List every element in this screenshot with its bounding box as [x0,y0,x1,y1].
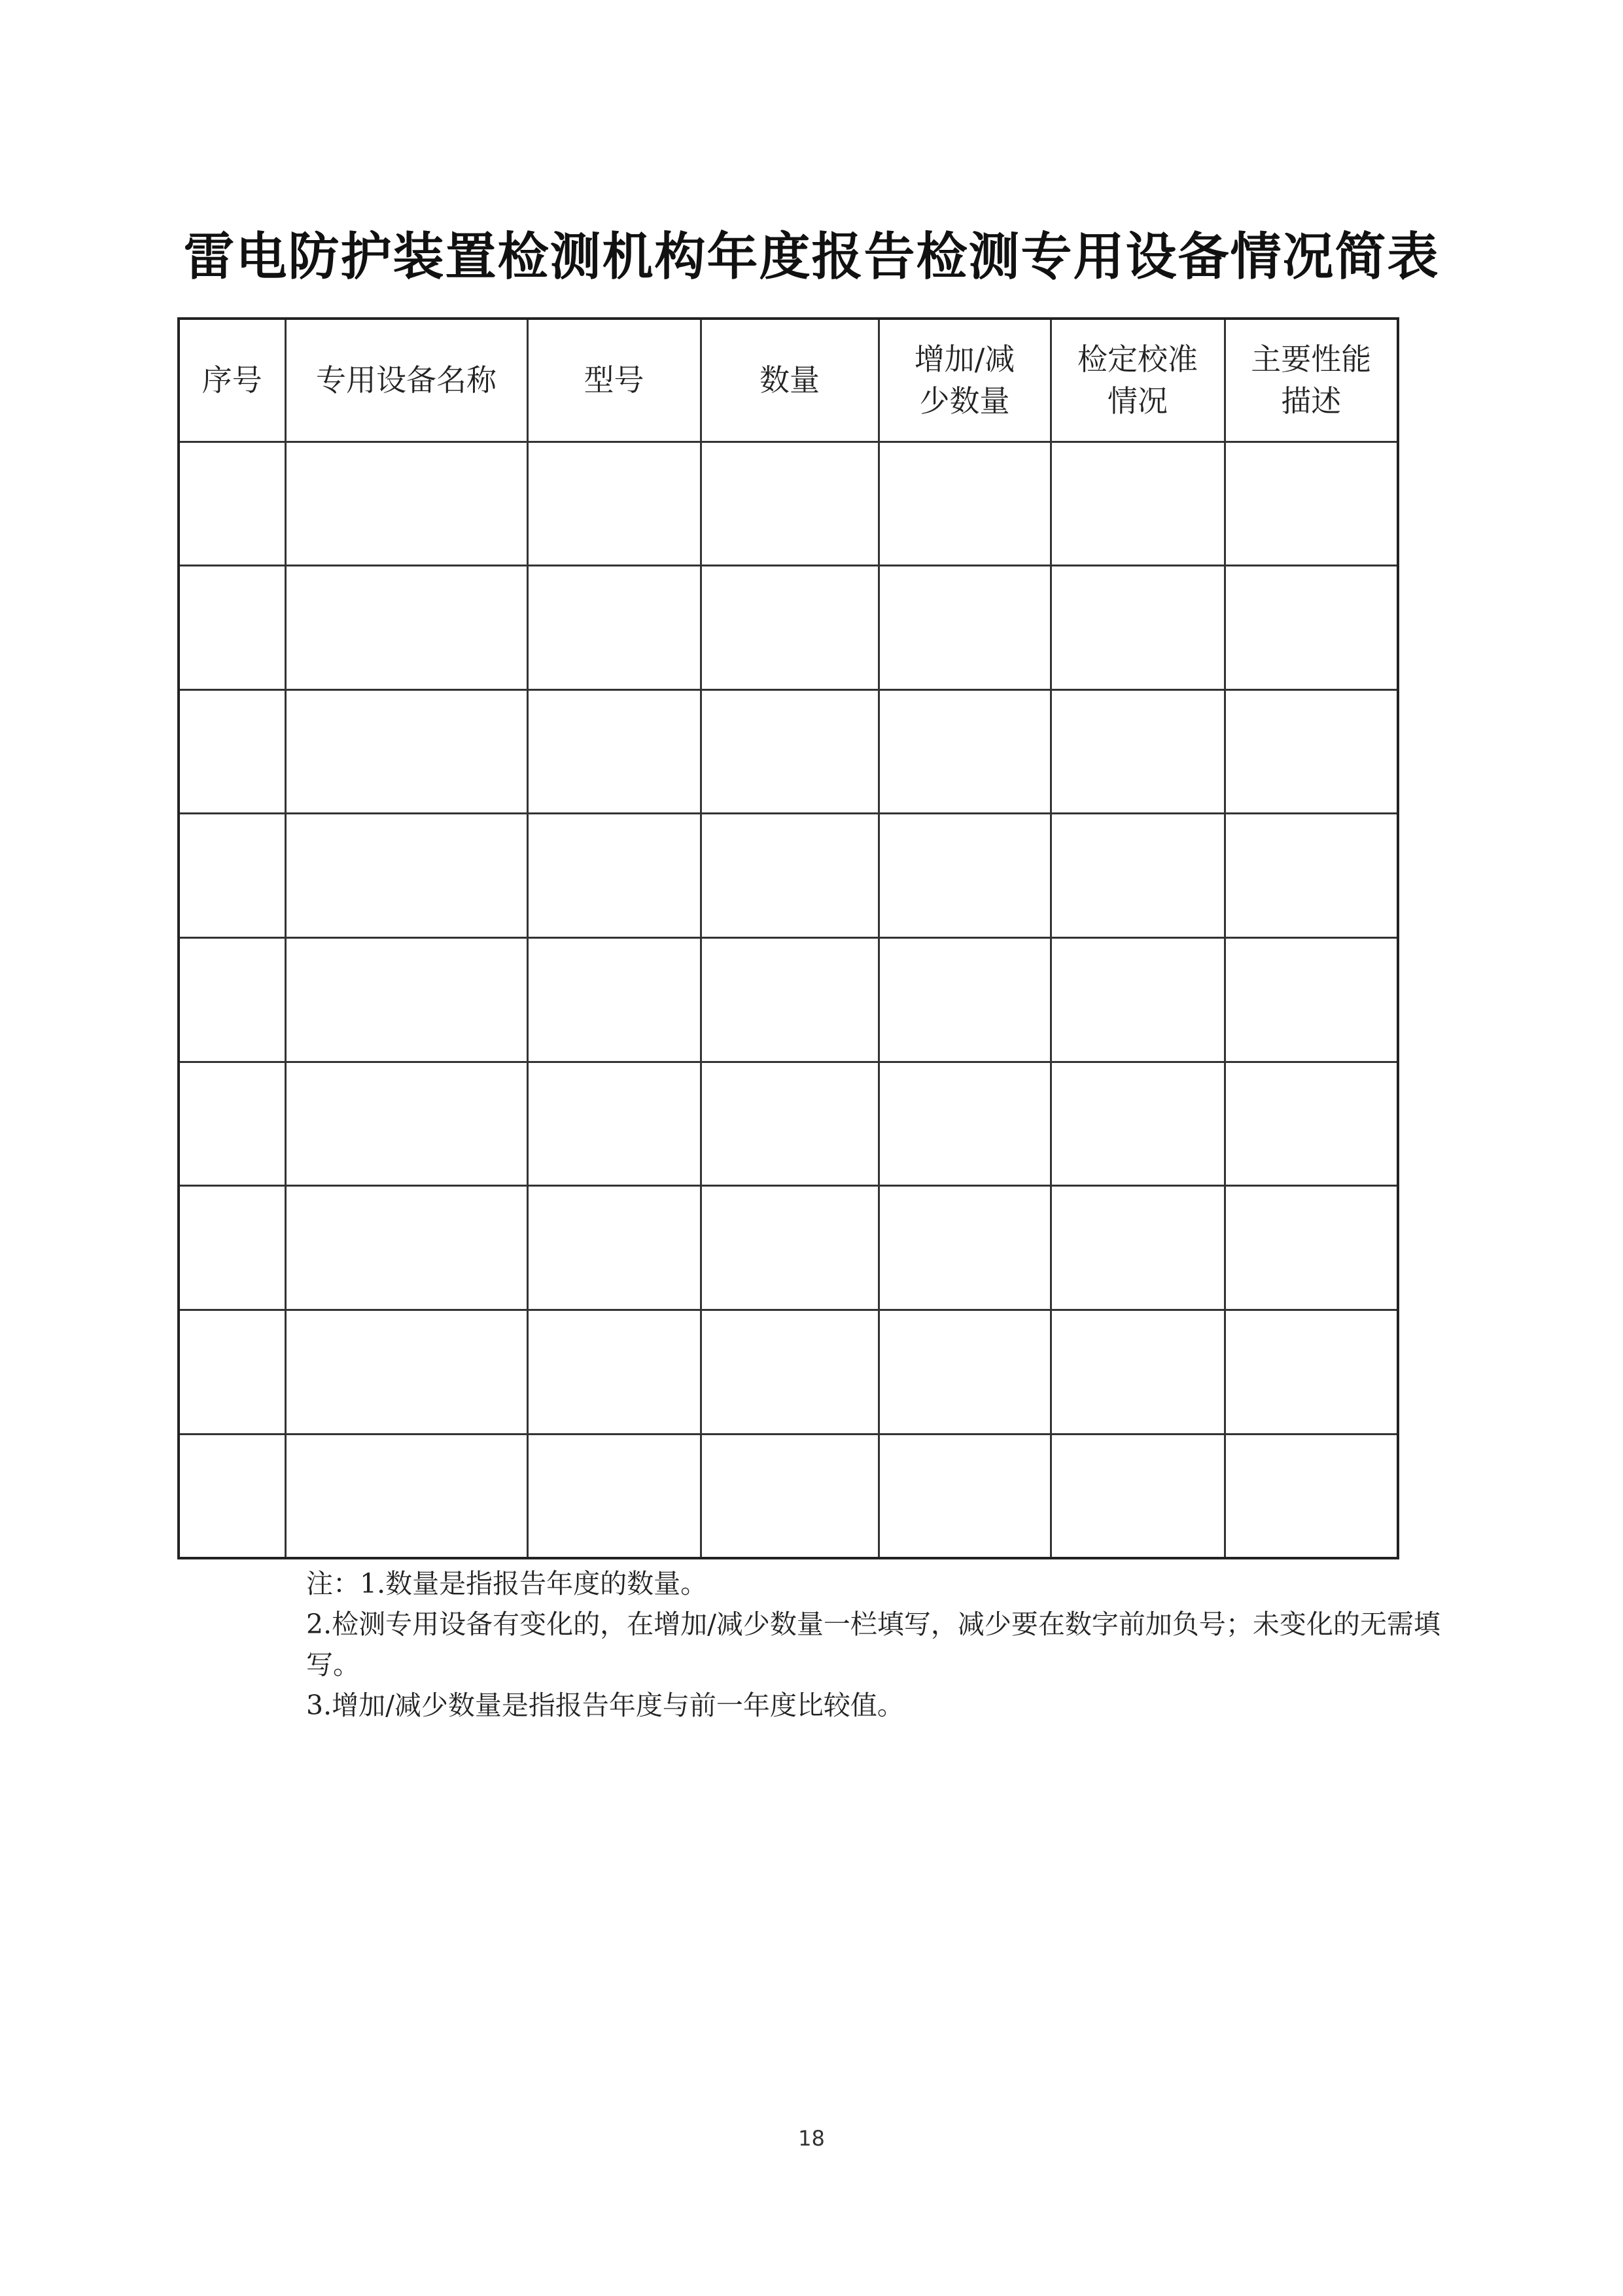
table-cell[interactable] [701,1310,879,1435]
table-cell[interactable] [285,1062,527,1186]
table-cell[interactable] [1051,814,1225,938]
note-item: 2.检测专用设备有变化的，在增加/减少数量一栏填写，减少要在数字前加负号；未变化的无需填写。 [306,1609,1440,1680]
table-cell[interactable] [1225,442,1398,566]
table-cell[interactable] [1051,1310,1225,1435]
table-row [179,1186,1398,1310]
table-cell[interactable] [701,1434,879,1558]
table-cell[interactable] [1051,938,1225,1062]
table-cell[interactable] [701,814,879,938]
table-cell[interactable] [527,1310,701,1435]
table-cell[interactable] [179,566,285,690]
note-item: 3.增加/减少数量是指报告年度与前一年度比较值。 [306,1690,904,1721]
table-cell[interactable] [285,689,527,814]
table-row [179,814,1398,938]
table-cell[interactable] [1225,1186,1398,1310]
table-cell[interactable] [879,689,1051,814]
table-cell[interactable] [179,1186,285,1310]
header-calibration-status: 检定校准 情况 [1051,319,1225,442]
table-cell[interactable] [285,1310,527,1435]
header-equipment-name: 专用设备名称 [285,319,527,442]
table-cell[interactable] [527,1062,701,1186]
table-cell[interactable] [1225,689,1398,814]
table-cell[interactable] [701,938,879,1062]
table-row [179,689,1398,814]
table-cell[interactable] [1225,1062,1398,1186]
header-model: 型号 [527,319,701,442]
table-cell[interactable] [701,1062,879,1186]
table-cell[interactable] [285,566,527,690]
table-cell[interactable] [1051,1186,1225,1310]
document-title: 雷电防护装置检测机构年度报告检测专用设备情况简表 [183,227,1440,287]
table-cell[interactable] [179,1434,285,1558]
header-quantity: 数量 [701,319,879,442]
table-cell[interactable] [527,1434,701,1558]
table-cell[interactable] [701,689,879,814]
table-cell[interactable] [879,1310,1051,1435]
table-row [179,938,1398,1062]
table-cell[interactable] [879,814,1051,938]
table-cell[interactable] [527,814,701,938]
table-cell[interactable] [527,938,701,1062]
table-row [179,566,1398,690]
header-quantity-change: 增加/减 少数量 [879,319,1051,442]
page-number: 18 [798,2126,825,2151]
equipment-table [177,317,1399,1559]
table-cell[interactable] [285,814,527,938]
table-cell[interactable] [285,1434,527,1558]
table-cell[interactable] [285,1186,527,1310]
table-cell[interactable] [701,566,879,690]
table-cell[interactable] [1051,442,1225,566]
table-cell[interactable] [179,938,285,1062]
table-row [179,442,1398,566]
table-cell[interactable] [1225,566,1398,690]
table-cell[interactable] [1051,566,1225,690]
table-cell[interactable] [179,689,285,814]
table-cell[interactable] [285,938,527,1062]
table-cell[interactable] [1051,689,1225,814]
table-cell[interactable] [879,938,1051,1062]
table-cell[interactable] [1225,1434,1398,1558]
table-cell[interactable] [179,1310,285,1435]
table-cell[interactable] [179,1062,285,1186]
table-row [179,1310,1398,1435]
note-item: 注：1.数量是指报告年度的数量。 [306,1568,708,1599]
table-row [179,1062,1398,1186]
table-cell[interactable] [179,814,285,938]
table-cell[interactable] [527,689,701,814]
table-cell[interactable] [879,1186,1051,1310]
table-cell[interactable] [879,1062,1051,1186]
table-cell[interactable] [879,442,1051,566]
table-row [179,1434,1398,1558]
header-serial-number: 序号 [179,319,285,442]
table-cell[interactable] [527,442,701,566]
table-cell[interactable] [1051,1434,1225,1558]
table-cell[interactable] [1051,1062,1225,1186]
table-cell[interactable] [527,566,701,690]
table-cell[interactable] [879,1434,1051,1558]
table-cell[interactable] [527,1186,701,1310]
table-cell[interactable] [285,442,527,566]
table-cell[interactable] [879,566,1051,690]
table-cell[interactable] [1225,814,1398,938]
table-cell[interactable] [1225,938,1398,1062]
notes-section [306,1563,1444,1726]
table-cell[interactable] [179,442,285,566]
table-cell[interactable] [701,442,879,566]
table-header-row [179,319,1398,442]
table-cell[interactable] [1225,1310,1398,1435]
header-performance-description: 主要性能 描述 [1225,319,1398,442]
table-cell[interactable] [701,1186,879,1310]
